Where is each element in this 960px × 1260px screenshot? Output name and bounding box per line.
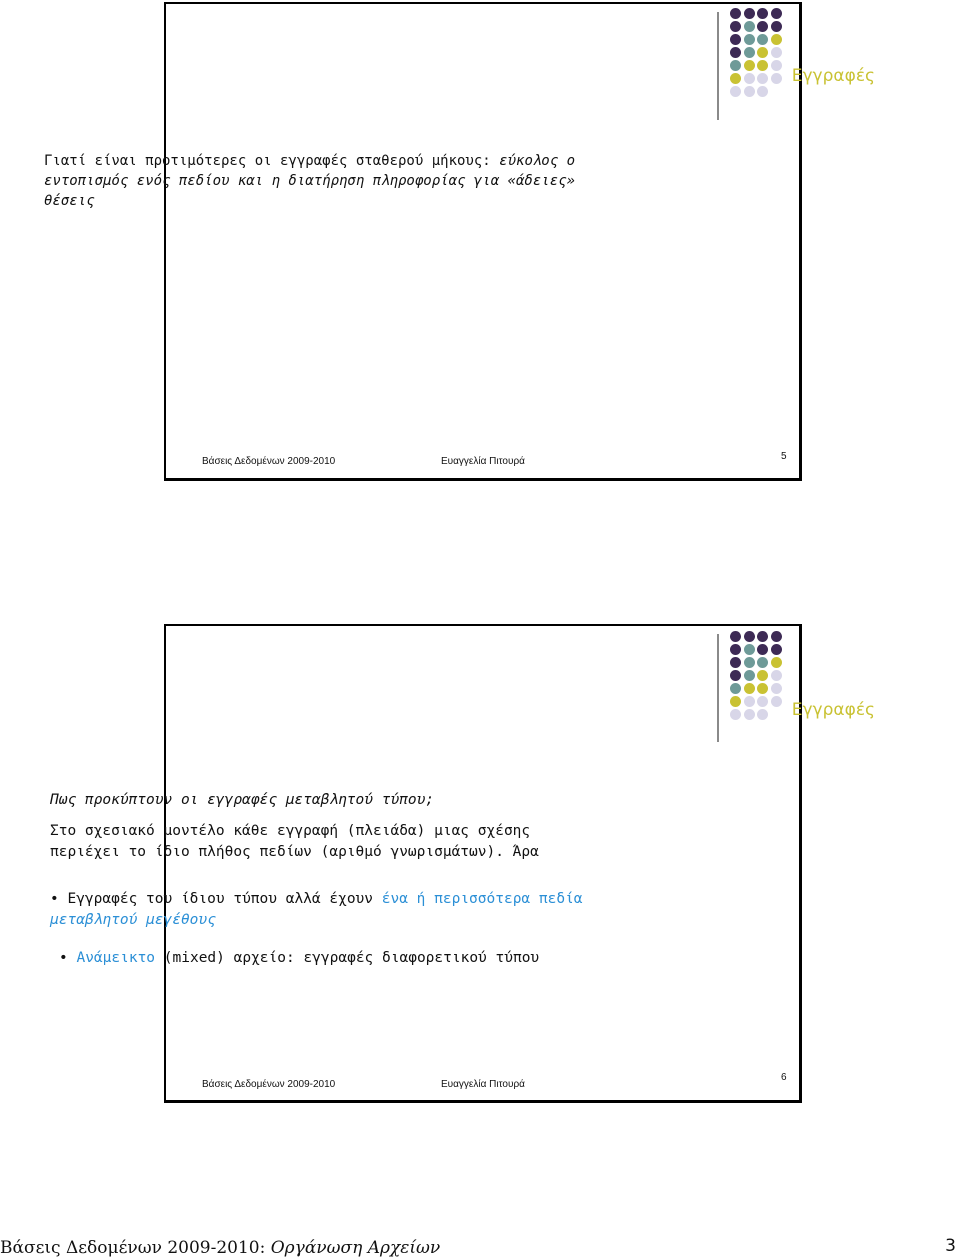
decor-dot xyxy=(744,683,755,694)
decor-dot xyxy=(757,696,768,707)
decor-dot xyxy=(757,34,768,45)
decor-dot xyxy=(757,21,768,32)
decor-dot xyxy=(744,47,755,58)
decor-dot xyxy=(757,631,768,642)
decor-dot xyxy=(730,60,741,71)
decor-dot xyxy=(730,73,741,84)
question-text: Πως προκύπτουν οι εγγραφές μεταβλητού τύπου; xyxy=(50,792,435,808)
decor-dot xyxy=(744,644,755,655)
slide-1 xyxy=(164,2,802,481)
slide-title: Εγγραφές xyxy=(791,66,875,86)
decor-dot xyxy=(771,670,782,681)
decor-dot xyxy=(730,8,741,19)
bullet-text: (mixed) αρχείο: εγγραφές διαφορετικού τύπου xyxy=(155,950,540,966)
decor-dot xyxy=(730,47,741,58)
slide-number: 6 xyxy=(781,1072,787,1083)
decor-dot xyxy=(730,644,741,655)
decor-dot xyxy=(757,644,768,655)
decor-dot xyxy=(757,683,768,694)
footer-author: Ευαγγελία Πιτουρά xyxy=(441,1079,525,1090)
body-text-italic: εύκολος ο xyxy=(499,153,576,169)
decor-dot xyxy=(730,631,741,642)
para-line: Στο σχεσιακό μοντέλο κάθε εγγραφή (πλειάδα) μιας σχέσης xyxy=(50,823,531,839)
decor-dot xyxy=(730,709,741,720)
decor-dot xyxy=(744,8,755,19)
bullet-text: Εγγραφές του ίδιου τύπου αλλά έχουν xyxy=(67,891,382,907)
slide-1-body xyxy=(44,151,604,211)
decor-dot xyxy=(757,8,768,19)
decor-dot xyxy=(730,34,741,45)
decor-dot xyxy=(771,644,782,655)
decor-dot xyxy=(757,47,768,58)
decor-dot xyxy=(771,696,782,707)
decor-dot xyxy=(757,670,768,681)
decor-dot xyxy=(771,683,782,694)
decor-line xyxy=(717,12,719,120)
decor-dot xyxy=(730,670,741,681)
footer-course: Βάσεις Δεδομένων 2009-2010 xyxy=(202,456,336,467)
decor-dot xyxy=(757,60,768,71)
decor-dot xyxy=(744,60,755,71)
decor-dot xyxy=(744,696,755,707)
decor-dot xyxy=(771,21,782,32)
bullet-highlight: ένα ή περισσότερα πεδία xyxy=(381,891,583,907)
decor-dot xyxy=(757,709,768,720)
para-line: περιέχει το ίδιο πλήθος πεδίων (αριθμό γνωρισμάτων). Άρα xyxy=(50,844,539,860)
bullet-continued: μεταβλητού μεγέθους xyxy=(50,912,216,928)
decor-dot xyxy=(744,709,755,720)
decor-dot xyxy=(757,86,768,97)
decor-dot xyxy=(744,631,755,642)
decor-dot xyxy=(730,657,741,668)
body-text-italic: εντοπισμός ενός πεδίου και η διατήρηση πληροφορίας για «άδειες» θέσεις xyxy=(44,173,576,209)
bullet-highlight: Ανάμεικτο xyxy=(76,950,156,966)
decor-dot xyxy=(730,683,741,694)
bullet-marker: • xyxy=(59,950,68,966)
page-footer-subject: Οργάνωση Αρχείων xyxy=(270,1238,441,1258)
decor-dot xyxy=(744,86,755,97)
decor-dot xyxy=(771,60,782,71)
decor-dot xyxy=(757,657,768,668)
page-footer-course: Βάσεις Δεδομένων 2009-2010 xyxy=(0,1238,260,1258)
body-text: Γιατί είναι προτιμότερες οι εγγραφές σταθερού μήκους: xyxy=(44,153,500,169)
decor-dot xyxy=(771,73,782,84)
decor-dot xyxy=(744,670,755,681)
page-number: 3 xyxy=(945,1236,956,1256)
footer-course: Βάσεις Δεδομένων 2009-2010 xyxy=(202,1079,336,1090)
bullet-marker: • xyxy=(50,891,59,907)
decor-dot xyxy=(744,657,755,668)
footer-author: Ευαγγελία Πιτουρά xyxy=(441,456,525,467)
decor-dot xyxy=(744,73,755,84)
decor-dot xyxy=(771,657,782,668)
decor-dot xyxy=(730,21,741,32)
slide-2-body xyxy=(50,790,610,969)
decor-dot xyxy=(771,8,782,19)
decor-line xyxy=(717,634,719,742)
decor-dot xyxy=(730,86,741,97)
bullet-item xyxy=(50,889,610,910)
slide-title: Εγγραφές xyxy=(791,700,875,720)
bullet-item xyxy=(59,948,610,969)
slide-number: 5 xyxy=(781,451,787,462)
decor-dot xyxy=(744,21,755,32)
decor-dot xyxy=(730,696,741,707)
decor-dot xyxy=(744,34,755,45)
page-footer xyxy=(0,1238,440,1258)
decor-dot xyxy=(771,631,782,642)
decor-dot xyxy=(771,34,782,45)
page-footer-sep: : xyxy=(259,1238,271,1258)
decor-dot xyxy=(771,47,782,58)
decor-dot xyxy=(757,73,768,84)
